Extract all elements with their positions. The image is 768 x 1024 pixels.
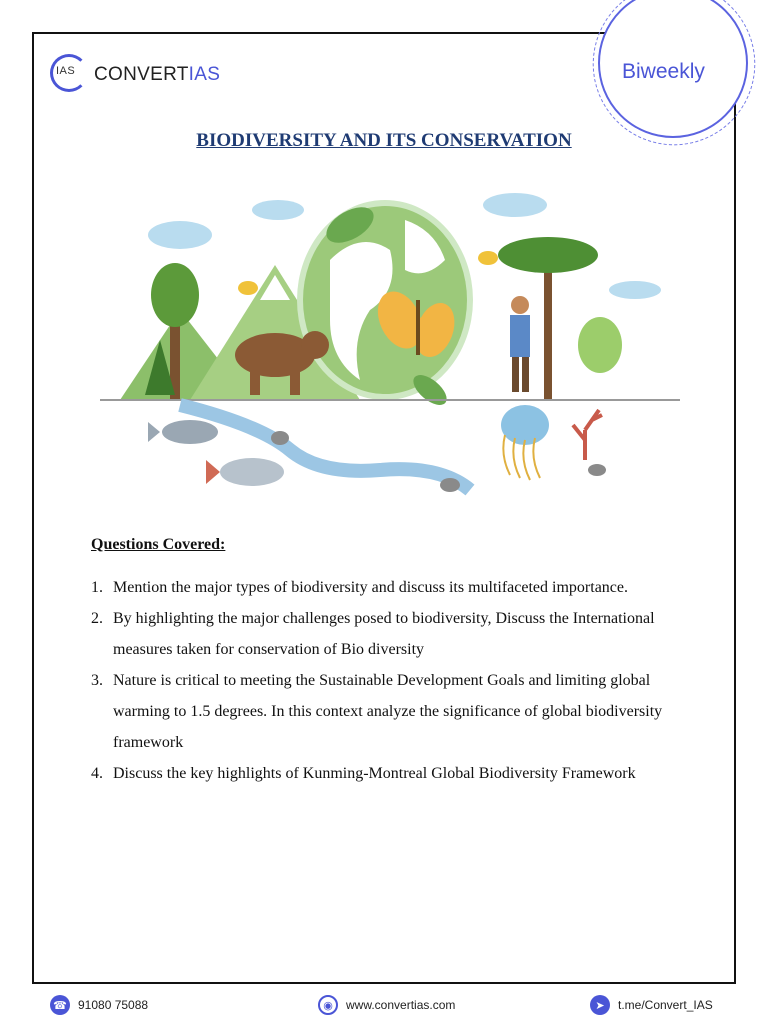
footer-telegram[interactable] [590, 993, 713, 1017]
question-item [91, 665, 691, 758]
question-number: 2. [91, 610, 103, 627]
jellyfish [501, 405, 549, 480]
question-item [91, 572, 691, 603]
biweekly-label: Biweekly [622, 60, 705, 83]
website-link: www.convertias.com [346, 998, 456, 1012]
coral [573, 410, 602, 460]
question-text: By highlighting the major challenges posed to biodiversity, Discuss the International measures taken for conservation of Bio diversity [113, 610, 655, 658]
document-title: BIODIVERSITY AND ITS CONSERVATION [196, 130, 572, 151]
person [510, 296, 530, 392]
question-text: Discuss the key highlights of Kunming-Montreal Global Biodiversity Framework [113, 765, 636, 782]
questions-heading: Questions Covered: [91, 536, 226, 553]
question-number: 3. [91, 672, 103, 689]
question-number: 1. [91, 579, 103, 596]
footer-phone[interactable] [50, 993, 148, 1017]
telegram-icon: ➤ [590, 995, 610, 1015]
logo-mark: IAS [56, 65, 76, 77]
question-text: Mention the major types of biodiversity and discuss its multifaceted importance. [113, 579, 628, 596]
biodiversity-illustration [100, 180, 680, 500]
phone-number: 91080 75088 [78, 998, 149, 1012]
convertias-logo[interactable] [50, 54, 230, 98]
page-border [32, 32, 736, 984]
footer-website[interactable] [318, 993, 455, 1017]
questions-list [91, 572, 691, 789]
frog [578, 317, 622, 373]
question-item [91, 758, 691, 789]
footer [0, 990, 768, 1020]
question-text: Nature is critical to meeting the Sustainable Development Goals and limiting global warming to 1.5 degrees. In this context analyze the significance of global biodiversity framework [113, 672, 663, 751]
globe-icon: ◉ [318, 995, 338, 1015]
question-number: 4. [91, 765, 103, 782]
question-item [91, 603, 691, 665]
telegram-link: t.me/Convert_IAS [618, 998, 713, 1012]
phone-icon: ☎ [50, 995, 70, 1015]
logo-name: CONVERTIAS [94, 64, 221, 85]
